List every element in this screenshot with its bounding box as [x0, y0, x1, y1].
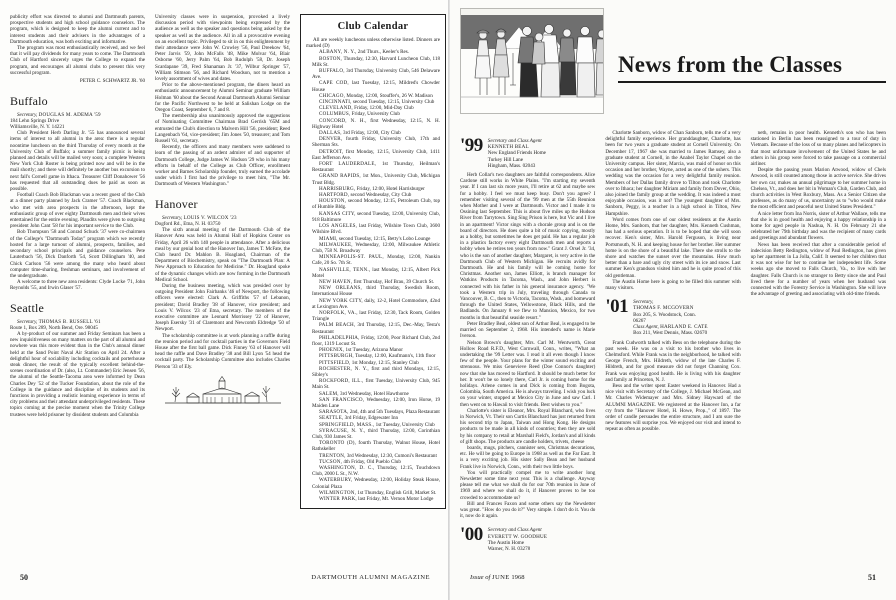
calendar-entry-city: LOS ANGELES,	[319, 223, 358, 230]
calendar-entry-detail: 3rd Wednesday, Hotel Hawthorne	[338, 390, 409, 397]
class-address-line: Warner, N. H. 03278	[487, 546, 531, 552]
page-title: News from the Classes	[618, 52, 843, 77]
calendar-entry	[306, 136, 440, 148]
calendar-entry-city: NEW YORK CITY,	[319, 297, 363, 304]
class-secretary-block	[488, 526, 547, 552]
calendar-entry-city: WINTER PARK,	[319, 496, 357, 503]
calendar-entry	[306, 254, 440, 266]
right-page-columns	[460, 130, 886, 555]
news-masthead	[460, 8, 886, 126]
calendar-entry-detail: last Friday, Mt. Vernon Motor Lodge	[356, 496, 434, 503]
calendar-entry-city: SARASOTA,	[319, 409, 349, 416]
hanover-paragraph: The scholarship committee is at work planning a raffle during the reunion period and for cocktail parties in the Governors Field House after the first ball game. Dick Finney '63 of Hanover will head the raffle and Dave Bradley '38 and Bill Lyon '54 head the cocktail party. The Scholarship Committee also includes Charles Pierson '33 of Ely.	[155, 332, 290, 370]
class-year: '01	[605, 296, 629, 318]
calendar-entry	[306, 440, 440, 452]
calendar-entry-detail: Wednesday, 12:00, Holiday Steak House, Colonial Plaza	[312, 477, 440, 490]
calendar-entry-detail: first and third Mondays, 12:15, Sibley's	[312, 365, 440, 378]
right-column-3	[751, 130, 886, 555]
calendar-entry-city: WASHINGTON, D. C.,	[319, 465, 375, 472]
calendar-entry-detail: first Thursday, Hof Brau, 39 Church St.	[352, 278, 435, 285]
calendar-entry-city: TORONTO (D),	[319, 440, 357, 447]
calendar-entry-city: NORFOLK, VA.,	[319, 309, 358, 316]
calendar-entry	[306, 173, 440, 185]
buffalo-paragraph: Football Coach Bob Blackman was a recent guest of the Club at a dinner party planned by Jack Cramer '57. Coach Blackman, who met with area prospects in the afternoon, kept the enthusiastic group of over eighty Dartmouth men and their wives entertained for the entire evening. Plaudits were given to outgoing president John Cant '58 for his important service to the Club.	[10, 192, 145, 230]
secretary-role-label: Secretary,	[17, 111, 38, 118]
class-role-label: Secretary and Class Agent	[487, 138, 542, 144]
calendar-entry-city: CINCINNATI,	[319, 99, 352, 106]
calendar-entry-city: MILWAUKEE,	[319, 241, 353, 248]
secretary-name: DOUGLAS M. ADEMA '59	[38, 111, 101, 118]
secretary-address-line: Dogford Rd., Etna, N. H. 03750	[155, 220, 221, 227]
calendar-entry-detail: 1st Tuesday, Arizona Manor	[344, 347, 403, 354]
calendar-entry-detail: first Monday, 12:15, University Club, 1411 East Jefferson Ave.	[312, 148, 440, 161]
calendar-entry-city: DALLAS,	[319, 130, 342, 137]
calendar-entry	[306, 378, 440, 390]
calendar-entry-detail: Monday, 12:00, Stouffer's, 26 W. Madison	[345, 92, 433, 99]
buffalo-paragraph: A welcome to three new area residents: Clyde Locke '71, John Reynolds '55, and Irwin Glaser '57.	[10, 279, 145, 292]
calendar-entry	[306, 428, 440, 440]
calendar-entry-city: TRENTON,	[319, 452, 346, 459]
class-note-paragraph: You will practically compel me to write another long Newsletter some time next year. This is a challenge. Anyway please tell me what we shall do for our 70th reunion in June of 1969 and where we shall do it, if Hanover proves to be too crowded to accommodate us?	[460, 469, 596, 501]
calendar-entry	[306, 242, 440, 254]
calendar-entry-city: HARRISBURG,	[319, 185, 356, 192]
calendar-entry-detail: 1st Thursday, Heilman's Restaurant	[312, 161, 441, 174]
class-header	[605, 298, 740, 336]
reunion-crowd-illustration	[460, 8, 604, 114]
club-calendar-title: Club Calendar	[337, 21, 409, 32]
calendar-entry-detail: second Tuesday, 12:00, University Club, 918 Baltimore	[312, 210, 441, 223]
class-address-line: 06267	[633, 317, 646, 324]
calendar-entry-detail: Wednesday, 12:00, Milwaukee Athletic Club, 758 N. Broadway	[312, 241, 440, 254]
secretary-role-label: Secretary,	[17, 318, 38, 325]
calendar-entry	[306, 56, 440, 68]
calendar-entry-detail: last Monday, 12:15, Albert Pick Motel	[312, 266, 440, 279]
calendar-entry-detail: Friday, 12:00, Poor Richard Club, 2nd floor, 1319 Locust St.	[312, 334, 440, 347]
calendar-entry-detail: first Wednesday, 12:15, N. H. Highway Hotel	[312, 117, 441, 130]
calendar-entry	[306, 322, 440, 334]
calendar-entry-city: MINNEAPOLIS-ST. PAUL,	[319, 254, 384, 261]
calendar-entry-city: PITTSBURGH,	[319, 353, 354, 360]
calendar-entry-detail: 1st Tuesday, University Club	[374, 421, 435, 428]
calendar-entry-detail: 3rd Thursday, University Club, 546 Delaware Ave.	[312, 68, 440, 81]
calendar-entry-city: CONCORD, N. H.,	[319, 117, 367, 124]
calendar-entry-detail: Thursday, 12:30, Harvard Luncheon Club, 118 Milk St.	[312, 55, 440, 68]
class-note-paragraph: Nelson Brown's daughter, Mrs. Carl M. Wentworth, Great Hollow Road R.F.D., West Cornwall, Conn., writes, "What an undertaking the '99 Letter was. I read it all even though I know few of the people. Your plans for the winter sound exciting and strenuous. We miss Genevieve Reed (Doe Connor's daughter) now that she has moved to Hartford. It should be much better for her. It won't be so lonely there, Carl Jr. is coming home for the holidays. Arlene comes in and Dick is coming from Bogota, Colombia, South America. He is always traveling. I wish you luck on your winter, stopped at Mexico City in June and saw Carl. I then went on to Hawaii to visit friends. Best wishes to you."	[460, 339, 596, 408]
calendar-entry-detail: fourth Thursday, Walnut House, Hotel Rathskeller	[312, 440, 440, 453]
calendar-entry-detail: third Thursday, 12:00, Corinthian Club, 930 James St.	[312, 427, 440, 440]
class-role-label: Secretary,	[633, 299, 654, 306]
calendar-entry-detail: Friday, University Club	[350, 111, 400, 118]
calendar-entry	[306, 223, 440, 235]
calendar-entry-detail: last Tuesday, 12:15, Mildred's Chowder House	[312, 80, 441, 93]
calendar-entry	[306, 118, 440, 130]
calendar-entry-detail: third Thursday, Swedish Room, International House	[312, 285, 440, 298]
hartford-paragraph: publicity effort was directed to alumni and Dartmouth parents, prospective students and high school guidance counselors. The program, which is designed to keep the alumni current and to interest students and their advisers in the advantages of a Dartmouth education, was both exciting and informative.	[10, 14, 145, 45]
calendar-entry-city: ROCKFORD, ILL.,	[319, 378, 364, 385]
class-address-line: Turkey Hill Lane	[487, 156, 523, 163]
seattle-continued-paragraph: Prior to the above-mentioned program, the diners heard an enthusiastic announcement by Alumni Seminar graduate William Holman '60 about the Second Annual Dartmouth Alumni Seminar for the Pacific Northwest to be held at Salishan Lodge on the Oregon Coast, September 6, 7 and 8.	[155, 82, 290, 114]
class-secretary-block	[488, 137, 546, 169]
class-role2-label: Class Agent,	[633, 324, 659, 331]
calendar-entry-detail: second Tuesday, 12:15, Betty's Lobo Lounge	[337, 235, 431, 242]
class-note-paragraph: boards, mugs, pitchers, cannister sets, Christmas decorations, etc. He will be going to Europe in 1968 as well as the Far East. It is a very exciting job. His sister Sally Bean and her husband Frank live in Norwich, Conn., with their two little boys.	[460, 444, 596, 470]
calendar-entry-detail: Wednesday, 12:00, Iron Horse, 19 Maiden Lane	[312, 396, 440, 409]
class-secretary-name: THOMAS F. MCGOVERN	[633, 305, 694, 312]
calendar-entry-detail: 1st Monday, 12:15, Stanley Club	[350, 359, 419, 366]
calendar-entry-city: SYRACUSE, N. Y.,	[319, 427, 366, 434]
calendar-entry-city: PHOENIX,	[319, 347, 345, 354]
calendar-entry-city: SEATTLE,	[319, 415, 344, 422]
class-note-paragraph: neth, remains in poor health. Kenneth's son who has been stationed in Berlin has been reassigned to a tour of duty in Vietnam. Because of the loss of so many planes and helicopters in that most unfortunate involvement of the United States he and others in his group were forced to take passage on a commercial airliner.	[750, 130, 886, 168]
hartford-paragraph: The program was most enthusiastically received, and we feel that it will pay dividends for many years to come. The Dartmouth Club of Hartford sincerely urges the College to expand the program, and encourages all alumni clubs to present this very successful program.	[10, 45, 145, 76]
calendar-entry-detail: 3rd Friday, Edgewater Inn	[343, 415, 399, 422]
seattle-continued-paragraph: University classes were in suspension, provoked a lively discussion period with viewpoints being expressed by the audience as well as the speaker and questions being asked by the speaker as well as the audience. All in all a provocative evening on an excellent topic. Privileged to sit in on this enlightenment by their attendance were John W. Crowley '56, Paul Dreekow '64, Peter Jarvis '59, John McFalls '48, Mike Molvar '64, Blair Osborne '60, Jerry Palm '64, Bob Rudolph '58, Dr. Joseph Scardapane '39, Fred Shanaman Jr. '37, Wilbur Springer '57, William Stimson '56, and Richard Woodson, not to mention a lovely assortment of wives and dates.	[155, 14, 290, 83]
class-header	[460, 526, 595, 552]
calendar-entry-city: NEW HAVEN,	[319, 278, 353, 285]
calendar-entry	[306, 477, 440, 489]
seattle-paragraph: A by-product of our summer and Friday Seminars has been a new inquisitiveness on many matters on the part of all alumni and nowhere was this more evident than in the Club's annual dinner held at the Sand Point Naval Air Station on April 24. After a delightful hour of sociability including cocktails and porterhouse steak dinner, the result of the typically excellent behind-the-scenes coordination of Dr. (also, Lt. Commander) Eric Jensen '56, the alumni of the Seattle-Tacoma area were informed by Dean Charles Dey '52 of the Tucker Foundation, about the role of the College in the guidance and discipline of its students and its functions in providing a realistic learning experience in terms of city problems and their attendant underprivileged residents. These topics coming at the precise moment when the Trinity College trustees were held prisoner by dissident students and Columbia	[10, 330, 145, 418]
calendar-entry	[306, 149, 440, 161]
right-page	[450, 0, 896, 600]
title-rule	[618, 81, 886, 83]
calendar-entry-city: FORT LAUDERDALE,	[319, 161, 377, 168]
issue-year: 1968	[511, 574, 525, 581]
club-calendar-box	[300, 14, 446, 509]
class-note-paragraph: Herb Collar's two daughters are faithful correspondents. Alice Cardone still works in White Plains. "I'm starting my seventh year. If I can last six more years, I'll retire at 62 and maybe sew for a hobby. I feel we must keep busy. Don't you agree? I remember visiting several of the '99 men at the 55th Reunion when Mother and I were at Dartmouth. Victor and I made it to Ossining last September. This is about five miles up the Hudson River from Tarrytown. Sing Sing Prison is here, but Vic and I live in an apartment! Victor sings with a chorale group and is on the board of directors. He does quite a bit of music copying, mostly as a hobby, but sometimes he does get paid. He has a regular job in a plastics factory every eight Dartmouth men and reports a hobby when he retires ten years from now." Grant J. Orsel Jr. '34, who is the son of another daughter, Margaret, is very active in the Dartmouth Club of Western Michigan. He recruits avidly for Dartmouth. He and his family will be coming home for Christmas. Another son, James Elliott, is branch manager for Watkins Products in Tacoma, Wash., and John Herbert is connected with his father in his general insurance agency. "We took a Western trip in July, traveling through Canada to Vancouver, B. C., then to Victoria, Tacoma, Wash., and homeward through the United States, Yellowstone, Black Hills, and the Badlands. On January 8 we flew to Mansion, Mexico, for two months in that beautiful seaside resort."	[460, 172, 596, 321]
calendar-entry-detail: fourth Friday, University Club, 17th and Sherman Sts.	[312, 136, 440, 149]
calendar-entry	[306, 68, 440, 80]
calendar-entry-city: KANSAS CITY,	[319, 210, 356, 217]
calendar-entry-city: DETROIT,	[319, 148, 344, 155]
class-year: '99	[460, 135, 483, 156]
secretary-address-line: Williamsville, N. Y. 14221	[10, 124, 65, 131]
class-note-paragraph: The Austin Home here is going to be filled this summer with many visitors.	[605, 278, 741, 292]
seattle-continued-paragraph: The membership also unanimously approved the suggestions of Nominating Committee Chairman Brad Gerrish '65M and entrusted the Club's direction to Malvern Hill '56, president; Reed Langenbach '64, vice-president; Jim Jones '50, treasurer; and Tom Russell '61, secretary.	[155, 113, 290, 145]
calendar-entry-city: CHICAGO,	[319, 92, 346, 99]
calendar-entry-city: BUFFALO,	[319, 68, 345, 75]
calendar-entry-city: PALM BEACH,	[319, 322, 356, 329]
calendar-entry-city: COLUMBUS,	[319, 111, 351, 118]
calendar-entry-city: TUCSON,	[319, 458, 343, 465]
right-column-1	[460, 130, 595, 555]
calendar-entry-city: WATERBURY,	[319, 477, 353, 484]
class-note-paragraph: Bill and Frances Faxon and some others say the Newsletter was great. "How do you do it?" Very simple. I don't do it. You do it, now do it again.	[460, 500, 596, 520]
secretary-name: LOUIS V. WILCOX '23	[183, 214, 237, 221]
calendar-entry-city: PHILADELPHIA,	[319, 334, 360, 341]
class-role-label: Secretary and Class Agent	[487, 527, 542, 534]
calendar-entry-detail: Monday, 12:00, Nankin Cafe, 20 So. 7th St.	[312, 254, 440, 267]
class-address-line: Box 211, West Dennis, Mass. 02670	[633, 330, 708, 337]
class-secretary-name: EVERETT W. GOODHUE	[487, 533, 548, 540]
calendar-entry	[306, 366, 440, 378]
calendar-entry	[306, 298, 440, 310]
left-column-2	[155, 14, 290, 509]
calendar-entry-detail: 3rd Wednesday, 12:30, Cumoni's Restaurant	[345, 452, 437, 459]
calendar-entry-city: GRAND RAPIDS,	[319, 173, 361, 180]
club-heading-seattle: Seattle	[10, 300, 45, 315]
calendar-entry-city: NASHVILLE, TENN.,	[319, 266, 371, 273]
class-address-line: New England Friends Home	[487, 150, 546, 157]
class-note-paragraph: A nice letter from Ina Norris, sister of Arthur Wallace, tells me that she is in good health and enjoying a happy relationship in a home for aged people in Nashua, N. H. On February 21 she celebrated her 79th birthday and was the recipient of many cards and greetings and abundant flowers.	[750, 210, 886, 242]
calendar-entry-city: SALEM,	[319, 390, 339, 397]
calendar-entry-detail: second Monday, 12:15, Petroleum Club, top of Humble Bldg.	[312, 198, 440, 211]
calendar-entry-detail: daily, 12-2, Hotel Commodore, 42nd at Lexington Ave.	[312, 297, 440, 310]
class-header	[460, 137, 595, 169]
calendar-entry-city: WILMINGTON,	[319, 489, 357, 496]
calendar-entry	[306, 397, 440, 409]
class-secretary-block	[633, 298, 708, 336]
secretary-address-line: Route 1, Box 289, North Bend, Ore. 98045	[10, 324, 98, 331]
calendar-entry-detail: 2nd, 4th and 5th Tuesdays, Plaza Restaurant	[348, 409, 440, 416]
class-note-paragraph: News has been received that after a considerable period of indecision Betty Redington, widow of Paul Redington, has given up her apartment in La Jolla, Calif. It seemed to her children that it was not wise for her to continue her independent life. Some weeks ago she moved to Falls Church, Va., to live with her daughter. Falls Church is no stranger to Betty since she and Paul lived there for a number of years when her husband was connected with the Forestry Service in Washington. She will love the advantage of greeting and associating with old-time friends.	[750, 241, 886, 298]
calendar-entry	[306, 465, 440, 477]
calendar-entry	[306, 161, 440, 173]
calendar-entry	[306, 496, 440, 502]
calendar-entry-detail: 2nd Thurs., Keeler's Res.	[356, 49, 409, 56]
calendar-entry-city: SPRINGFIELD, MASS.,	[319, 421, 375, 428]
calendar-entry-city: HARTFORD,	[319, 192, 350, 199]
class-note-paragraph: Charlotte's sister is Eleanor, Mrs. Royal Blanchard, who lives in Norwich, Vt. Their son Curtis Blanchard has just returned from his second trip to Japan, Taiwan and Hong Kong. He designs products to be made in all kinds of countries; then they are sold by his company to retail at Marshall Field's, Jordan's and all kinds of gift shops. The products are candle holders, trivets, cheese	[460, 407, 596, 445]
club-heading-hanover: Hanover	[155, 196, 198, 211]
calendar-entry-city: NEW ORLEANS,	[319, 285, 362, 292]
calendar-entry-city: BOSTON,	[319, 55, 342, 62]
class-agent-name: HARLAND E. CATE	[660, 324, 708, 331]
class-note-paragraph: Charlotte Sanborn, widow of Chan Sanborn, tells me of a very delightful family experience. Her granddaughter, Charlotte, has been for two years a graduate student at Cornell University. On December 17, 1967 she was married to James Ramsey, also a graduate student at Cornell, in the Anabel Taylor Chapel on the University campus. Her sister, Marcia, was maid of honor on this occasion and her brother, Wayne, acted as one of the ushers. This wedding was the occasion for a very delightful family reunion. Members of her Dallas family drove to Tilton and took Charlotte over to Ithaca; her daughter Miriam and family from Dover, Ohio, also joined the family group at the wedding. It was indeed a most enjoyable occasion, was it not? The youngest daughter of Mrs. Sanborn, Peggy, is a teacher in a high school in Tilton, New Hampshire.	[605, 130, 741, 217]
seattle-continued-paragraph: Recently, the officers and many members were saddened to learn of the passing of an ardent admirer of and supporter of Dartmouth College, Judge James W. Hodson '29 who in his many efforts in behalf of the College as Club Officer, enrollment worker and Barnes Scholarship founder, truly earned the accolade under which I first had the privilege to meet him, "The Mr. Dartmouth of Western Washington."	[155, 144, 290, 188]
seattle-secretary-line	[10, 319, 145, 331]
class-note-paragraph: Word comes from one of our oldest residents at the Austin Home, Mrs. Sanborn, that her daughter, Mrs. Kenneth Cushman, has had a serious operation. It is to be hoped that she will soon recover. Ken's sister, Mrs. Harold Ferguson, is living near Portsmouth, N. H. and keeping house for her brother. Her summer home is on the shore of a beautiful lake. There she strolls to the shore and watches the sunset over the mountains. How much better than a bare and ugly city street with its ice and snow. Last summer Ken's grandson visited him and he is quite proud of this old gentleman.	[605, 216, 741, 279]
calendar-entry	[306, 335, 440, 347]
secretary-name: THOMAS B. RUSSELL '61	[38, 318, 101, 325]
calendar-entry-city: MIAMI,	[319, 235, 338, 242]
club-calendar-list	[306, 49, 440, 502]
calendar-entry	[306, 310, 440, 322]
class-address-line: Hingham, Mass. 02043	[487, 162, 536, 169]
left-column-3	[300, 14, 440, 509]
buffalo-paragraph: Club President Herb Darling Jr. '55 has announced several items of interest to all alumni in the area: there is a regular noontime luncheon on the third Thursday of every month at the University Club of Buffalo; a summer family picnic is being planned and details will be mailed very soon; a complete Western New York Club Roster is being printed now and will be in the mail shortly; and there will definitely be another bus excursion to next fall's Cornell game in Ithaca. Treasurer Cliff Donahower '56 has requested that all outstanding dues be paid as soon as possible.	[10, 130, 145, 193]
club-heading-buffalo: Buffalo	[10, 93, 48, 108]
calendar-entry	[306, 267, 440, 279]
club-calendar-note: All are weekly luncheons unless otherwise listed. Dinners are marked (D)	[306, 37, 440, 50]
calendar-entry-city: CLEVELAND,	[319, 105, 353, 112]
class-address-line: The Austin Home	[487, 539, 524, 546]
news-title-block	[612, 8, 886, 83]
left-column-1	[10, 14, 145, 509]
calendar-entry-detail: 1st Thursday, English Grill, Market St.	[356, 489, 437, 496]
class-note-paragraph: Despite the passing years Marion Atwood, widow of Chels Atwood, is still counted among those in active service. She drives her own car, makes an annual pilgrimage to her summer home in Chelsea, Vt., and does her bit in Woman's Club, Garden Club, and church activities in West Roxbury, Mass. As a Senior Citizen she professes, as do many of us, uncertainty as to "who would make the most efficient and peaceful next United States President."	[750, 167, 886, 211]
page-number-right: 51	[868, 573, 876, 582]
left-page-columns	[10, 14, 440, 509]
issue-prefix: Issue of	[470, 574, 491, 581]
calendar-entry-detail: 3rd Friday, 12:00, City Club	[341, 130, 401, 137]
buffalo-secretary-line	[10, 112, 145, 131]
hanover-secretary-line	[155, 215, 290, 227]
issue-footer	[470, 574, 525, 582]
calendar-entry	[306, 80, 440, 92]
secretary-role-label: Secretary,	[162, 214, 183, 221]
issue-month: JUNE	[492, 574, 510, 581]
calendar-entry-city: HOUSTON,	[319, 198, 347, 205]
class-year: '00	[460, 524, 483, 546]
dartmouth-hall-illustration	[163, 376, 283, 408]
calendar-entry-city: DENVER,	[319, 136, 343, 143]
class-note-paragraph: Frank Cudworth talked with Bess on the telephone during the past week. He was on a visit to his brother who lives in Chelmsford. While Frank was in the neighborhood, he talked with George French, Mrs. Hildreth, widow of the late Charles F. Hildreth, and for good measure did not forget Channing Cox. Frank was enjoying good health. He is living with his daughter and family at Princeton, N. J.	[605, 339, 741, 383]
calendar-entry-detail: Friday, 12:00, Hotel Harrisburger	[355, 185, 425, 192]
magazine-name-footer: DARTMOUTH ALUMNI MAGAZINE	[311, 574, 430, 581]
class-note-paragraph: Peter Bradley Beal, oldest son of Arthur Beal, is engaged to be married on September 2, 1968. His intended's name is Marie Iverson.	[460, 320, 596, 340]
calendar-entry-detail: second Wednesday, City Club	[349, 192, 412, 199]
class-note-paragraph: Bess and the writer spent Easter weekend in Hanover. Had a nice visit with Secretary of the College, J. Michael McGean, and Mr. Charles Widemayer and Mrs. Sidney Hayward of the ALUMNI MAGAZINE. We registered at the Hanover Inn, a far cry from the "Hanover Hotel, H. Howe, Prop.," of 1897. The order of candle persuades the entire structure, and I am sure the new features will surprise you. We enjoyed our visit and intend to repeat as often as possible.	[605, 382, 741, 433]
class-address-line: Box 205, S. Woodstock, Conn.	[633, 311, 696, 318]
calendar-entry-detail: 3rd Thursday, 12:15, Dec.-May, Testa's Restaurant	[312, 322, 440, 335]
calendar-entry	[306, 285, 440, 297]
page-number-left: 50	[20, 573, 28, 582]
secretary-address-line: 184 Lehn Springs Drive	[10, 117, 60, 124]
calendar-entry-detail: Tuesday, 12:00, Kaufmann's, 11th floor	[353, 353, 436, 360]
calendar-entry-city: ALBANY, N. Y.,	[319, 49, 357, 56]
calendar-entry-detail: second Tuesday, 12:15, University Club	[351, 99, 435, 106]
calendar-entry-city: ROCHESTER, N. Y.,	[319, 365, 369, 372]
calendar-entry	[306, 198, 440, 210]
calendar-entry	[306, 211, 440, 223]
hanover-paragraph: During the business meeting, which was presided over by outgoing President John Fairbanks '46 of Newport, the following officers were elected: Clark A. Griffiths '57 of Lebanon, president; David Bradley '38 of Hanover, vice president; and Louis V. Wilcox '23 of Etna, secretary. The members of the executive committee are Leonard Morrissey '22 of Hanover, Joseph Esersky '31 of Claremont and Newcomb Eldredge '50 of Newport.	[155, 282, 290, 333]
calendar-entry-detail: 4th Friday, Old Pueblo Club	[342, 458, 401, 465]
calendar-entry-detail: 1st Mon., University Club, Michigan Trust Bldg.	[312, 173, 440, 186]
buffalo-paragraph: Bob Thompson '58 and Conrad Schuck '37 were co-chairmen of the College's "Dartmouth Today" program which we recently hosted for a large turnout of alumni, prospects, families, and secondary school principals and guidance counselors. Pete Lauterbach '56, Dick Danforth '54, Scott Dillingham '40, and Chick Carlson '56 were among the many who heard about computer time-sharing, freshman seminars, and involvement of the undergraduate.	[10, 229, 145, 279]
calendar-entry-city: SAN FRANCISCO,	[319, 396, 365, 403]
calendar-entry-city: CAPE COD,	[319, 80, 349, 87]
calendar-entry-detail: last Friday, 12:30, Tack Room, Golden Triangle	[312, 309, 440, 323]
calendar-entry-detail: Thursday, 12:15, Touchdown Club, 2000 L St., N.W.	[312, 465, 440, 478]
calendar-entry-detail: Friday, 12:00, Mid-Day Club	[352, 105, 414, 112]
right-column-2	[605, 130, 740, 555]
hanover-paragraph: The sixth annual meeting of the Dartmouth Club of the Hanover Area was held in Alumni Hall of Hopkins Center on Friday, April 26 with 140 people in attendance. After a delicious meal by our genial host of the Hanover Inn, James T. McFate, the Club heard Dr. Mahlon B. Hoagland, Chairman of the Department of Biochemistry, speak on "The Dartmouth Plan: A New Approach to Education for Medicine." Dr. Hoagland spoke of the dynamic changes which are now forming in the Dartmouth Medical School.	[155, 227, 290, 283]
calendar-entry-city: PITTSFIELD,	[319, 359, 351, 366]
calendar-entry-detail: first Tuesday, University Club, 945 Main St.	[312, 378, 440, 391]
class-secretary-name: KENNETH BEAL	[487, 144, 529, 151]
calendar-entry-detail: last Friday, Wilshire Town Club, 3600 Wilshire Blvd.	[312, 223, 440, 236]
hartford-signature: PETER C. SCHWARTZ JR. '60	[79, 78, 145, 85]
